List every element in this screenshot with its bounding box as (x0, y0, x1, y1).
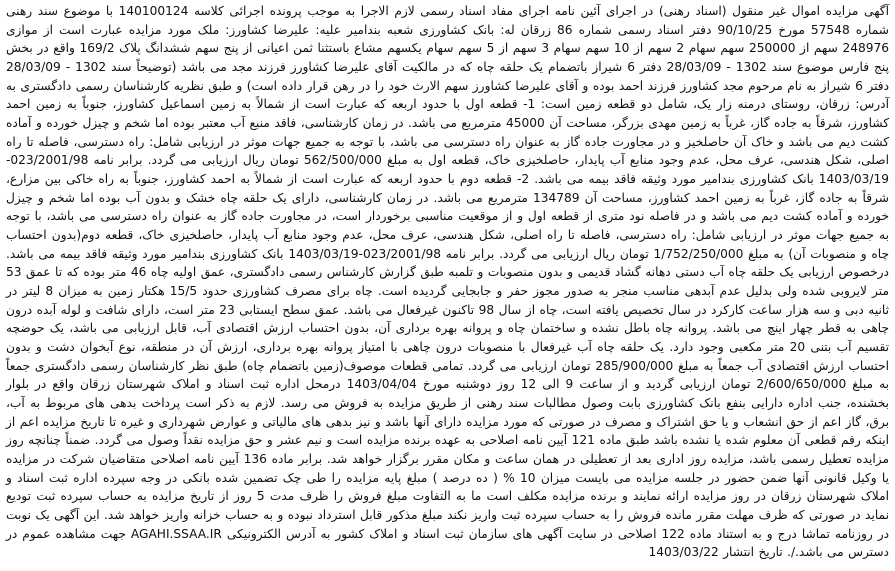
notice-publish-date: 1403/03/22 (648, 545, 719, 560)
notice-website: AGAHI.SSAA.IR (130, 526, 222, 541)
auction-notice (6, 2, 889, 562)
notice-closing: جهت مشاهده عموم در دسترس می باشد./. تاریخ انتشار (6, 526, 889, 560)
notice-title: آگهی مزایده اموال غیر منقول (اسناد رهنی) (658, 4, 889, 18)
notice-body: در اجرای آئین نامه اجرای مفاد اسناد رسمی لازم الاجرا به موجب پرونده اجرائی کلاسه 140100124 با موضوع سند رهنی شماره 57548 مورخ 90/10/25 دفتر اسناد رسمی شماره 86 زرقان له: بانک کشاورزی شعبه بندامیر علیه: علیرضا کشاورز: ملک مورد مزایده عبارت است از موازی 248976 سهم از 250000 سهم سهام 2 سهم از 10 سهم سهام 3 سهم از 5 سهم سهام یکسهم مشاع باستثنا ثمن اعیانی از پنج سهم ششدانگ پلاک 169/2 واقع در بخش پنج فارس موضوع سند 1302 - 28/03/09 دفتر 6 شیراز باتضمام یک حلقه چاه که در مالکیت آقای علیرضا کشاورز فرزند مجد می باشد (توضیحاً سند 1302 - 28/03/09 دفتر 6 شیراز به نام مرحوم مجد کشاورز فرزند احمد بوده و آقای علیرضا کشاورز سهم الارث خود را در رهن قرار داده است) و طبق نظریه کارشناسان رسمی دادگستری به آدرس: زرقان، روستای درمنه زار یک، شامل دو قطعه زمین است: 1- قطعه اول با حدود اربعه که عبارت است از شمالاً به زمین اسماعیل کشاورز، جنوباً به زمین احمد کشاورز، شرقاً به جاده گاز، غرباً به زمین مهدی بزرگر، مساحت آن 45000 مترمربع می باشد. در زمان کارشناسی، فاقد منبع آب معتبر بوده اما شخم و چیزل خورده و آماده کشت دیم می باشد و خاک آن حاصلخیز و در مجاورت جاده گاز به عنوان راه دسترسی می باشد، با توجه به جمیع جهات موثر در ارزیابی شامل: راه دسترسی، فاصله تا راه اصلی، شکل هندسی، عرف محل، عدم وجود منابع آب پایدار، حاصلخیزی خاک، قطعه اول به مبلغ 562/500/000 تومان ریال ارزیابی می گردد. برابر نامه 023/2001/98-1403/03/19 بانک کشاورزی بندامیر مورد وثیقه فاقد بیمه می باشد. 2- قطعه دوم با حدود اربعه که عبارت است از شمالاً به احمد کشاورز، جنوباً به راه خاکی بین مزارع، شرقاً به جاده گاز، غرباً به زمین احمد کشاورز، مساحت آن 134789 مترمربع می باشد. در زمان کارشناسی، دارای یک حلقه چاه خشک و بدون آب بوده اما شخم و چیزل خورده و آماده کشت دیم می باشد و در فاصله نود متری از قطعه اول و از موقعیت مناسبی برخوردار است، در مجاورت جاده گاز به عنوان راه دسترسی می باشد، با توجه به جمیع جهات موثر در ارزیابی شامل: راه دسترسی، فاصله تا راه اصلی، شکل هندسی، عرف محل، عدم وجود منابع آب پایدار، حاصلخیزی خاک، قطعه دوم(بدون احتساب چاه و منصوبات آن) به مبلغ 1/752/250/000 تومان ریال ارزیابی می گردد. برابر نامه 023/2001/98-1403/03/19 بانک کشاورزی بندامیر مورد وثیقه فاقد بیمه می باشد. درخصوص ارزیابی یک حلقه چاه آب دستی دهانه گشاد قدیمی و بدون منصوبات و تلمبه طبق گزارش کارشناس رسمی دادگستری، عمق اولیه چاه 46 متر بوده که تا عمق 53 متر لایروبی شده ولی بدلیل عدم آبدهی مناسب منجر به صدور مجوز حفر و جابجایی گردیده است. چاه برای مصرف کشاورزی حدود 15/5 هکتار زمین به میزان 8 لیتر در ثانیه دبی و سه هزار ساعت کارکرد در سال تخصیص یافته است، چاه از سال 98 تاکنون غیرفعال می باشد. عمق سطح ایستابی 23 متر است، دارای شافت و لوله آبده درون چاهی به قطر چهار اینچ می باشد. پروانه چاه باطل نشده و ساختمان چاه و پروانه بهره برداری آن، بدون احتساب ارزش اقتصادی آب، قابل ارزیابی می باشد، یک حوضچه تقسیم آب بتنی 20 متر مکعبی وجود دارد. یک حلقه چاه آب غیرفعال با منصوبات درون چاهی با امتیاز پروانه بهره برداری، ارزش آن در منطقه، نوع آبخوان دشت و بدون احتساب ارزش اقتصادی آب جمعاً به مبلغ 285/900/000 تومان ارزیابی می گردد. تمامی قطعات موصوف(زمین باتضمام چاه) طبق نظر کارشناسان رسمی دادگستری جمعاً به مبلغ 2/600/650/000 تومان ارزیابی گردید و از ساعت 9 الی 12 روز دوشنبه مورخ 1403/04/04 درمحل اداره ثبت اسناد و املاک شهرستان زرقان واقع در بلوار بخشنده، جنب اداره دارایی بنفع بانک کشاورزی بابت وصول مطالبات سند رهنی از طریق مزایده به فروش می رسد. لازم به ذکر است پرداخت بدهی های مربوط به آب، برق، گاز اعم از حق انشعاب و یا حق اشتراک و مصرف در صورتی که مورد مزایده دارای آنها باشد و نیز بدهی های مالیاتی و عوارض شهرداری و غیره تا تاریخ مزایده اعم از اینکه رقم قطعی آن معلوم شده یا نشده باشد طبق ماده 121 آیین نامه اصلاحی به عهده برنده مزایده است و نیم عشر و حق مزایده نقداً وصول می گردد. ضمناً چنانچه روز مزایده تعطیل رسمی باشد، مزایده روز اداری بعد از تعطیلی در همان ساعت و مکان مقرر برگزار خواهد شد. برابر ماده 136 آیین نامه اصلاحی متقاضیان شرکت در مزایده یا وکیل قانونی آنها ضمن حضور در جلسه مزایده می بایست میزان 10 % ( ده درصد ) مبلغ پایه مزایده را طی چک تضمین شده بانکی در وجه سپرده اداره ثبت اسناد و املاک شهرستان زرقان در روز مزایده ارائه نمایند و برنده مزایده مکلف است ما به التفاوت مبلغ فروش را ظرف مدت 5 روز از تاریخ مزایده به حساب سپرده ثبت تودیع نماید در صورتی که ظرف مهلت مقرر مانده فروش را به حساب سپرده ثبت واریز نکند مبلغ مذکور قابل استرداد نبوده و به حساب خزانه واریز خواهد شد. این آگهی یک نوبت در روزنامه تماشا درج و به استناد ماده 122 اصلاحی در سایت آگهی های سازمان ثبت اسناد و املاک کشور به آدرس الکترونیکی (6, 4, 890, 541)
